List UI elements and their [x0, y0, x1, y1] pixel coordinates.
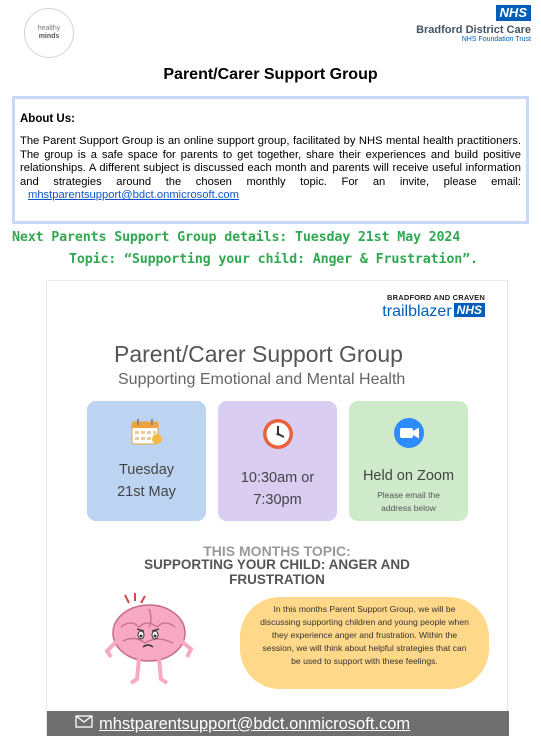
- topic-description-bubble: In this months Parent Support Group, we will be discussing supporting children and young people when they experience anger and frustration. Within the session, we will think about helpful strategies that can be used to support with these feelings.: [240, 597, 489, 689]
- date-day: Tuesday: [118, 462, 175, 478]
- trailblazer-logo-word: [382, 303, 485, 321]
- trailblazer-word: trailblazer: [382, 303, 452, 320]
- time-card: [218, 401, 337, 521]
- trailblazer-nhs-badge: NHS: [454, 303, 485, 317]
- frustrated-brain-illustration: [99, 591, 199, 696]
- month-topic-label: THIS MONTHS TOPIC:: [203, 543, 351, 559]
- next-group-details: Next Parents Support Group details: Tuesday 21st May 2024: [12, 230, 461, 245]
- month-topic-line2: FRUSTRATION: [229, 572, 325, 587]
- month-topic-line1: SUPPORTING YOUR CHILD: ANGER AND: [144, 557, 410, 572]
- calendar-icon: [130, 417, 164, 452]
- about-heading: About Us:: [20, 113, 75, 125]
- nhs-trust-logo: [416, 4, 531, 43]
- flyer-subtitle: Supporting Emotional and Mental Health: [118, 371, 406, 388]
- time-line1: 10:30am or: [240, 470, 315, 486]
- topic-line: Topic: “Supporting your child: Anger & Frustration”.: [69, 252, 478, 267]
- zoom-camera-icon: [393, 417, 425, 454]
- date-card: [87, 401, 206, 521]
- nhs-org-name: Bradford District Care: [416, 24, 531, 36]
- trailblazer-logo: [382, 293, 485, 321]
- date-value: 21st May: [117, 484, 176, 500]
- zoom-note-line1: Please email the: [377, 490, 440, 500]
- about-email-link[interactable]: mhstparentsupport@bdct.onmicrosoft.com: [28, 189, 239, 202]
- page-title: Parent/Carer Support Group: [163, 66, 378, 83]
- email-bar: [47, 711, 509, 736]
- nhs-badge: NHS: [496, 5, 531, 21]
- zoom-label: Held on Zoom: [362, 468, 455, 484]
- zoom-note-line2: address below: [381, 503, 436, 513]
- nhs-trust-name: NHS Foundation Trust: [461, 36, 531, 43]
- about-body-text: The Parent Support Group is an online support group, facilitated by NHS mental health practitioners. The group is a safe space for parents to get together, share their experiences and build positive relationships. A different subject is discussed each month and parents will receive useful information and strategies around the chosen monthly topic. For an invite, please email:: [20, 135, 521, 188]
- zoom-note: [349, 489, 468, 515]
- time-line2: 7:30pm: [253, 492, 302, 508]
- healthy-minds-logo: [24, 8, 74, 58]
- about-us-box: [12, 96, 529, 224]
- envelope-icon: [75, 715, 93, 733]
- zoom-card: [349, 401, 468, 521]
- logo-line2: minds: [38, 33, 60, 40]
- logo-line1: healthy: [37, 25, 61, 33]
- month-topic: [47, 557, 507, 587]
- flyer-email-link[interactable]: mhstparentsupport@bdct.onmicrosoft.com: [99, 714, 411, 733]
- flyer-title: Parent/Carer Support Group: [114, 341, 403, 367]
- trailblazer-logo-top: BRADFORD AND CRAVEN: [387, 293, 485, 302]
- about-body: [20, 135, 521, 203]
- flyer: [46, 280, 508, 736]
- clock-icon: [261, 417, 295, 456]
